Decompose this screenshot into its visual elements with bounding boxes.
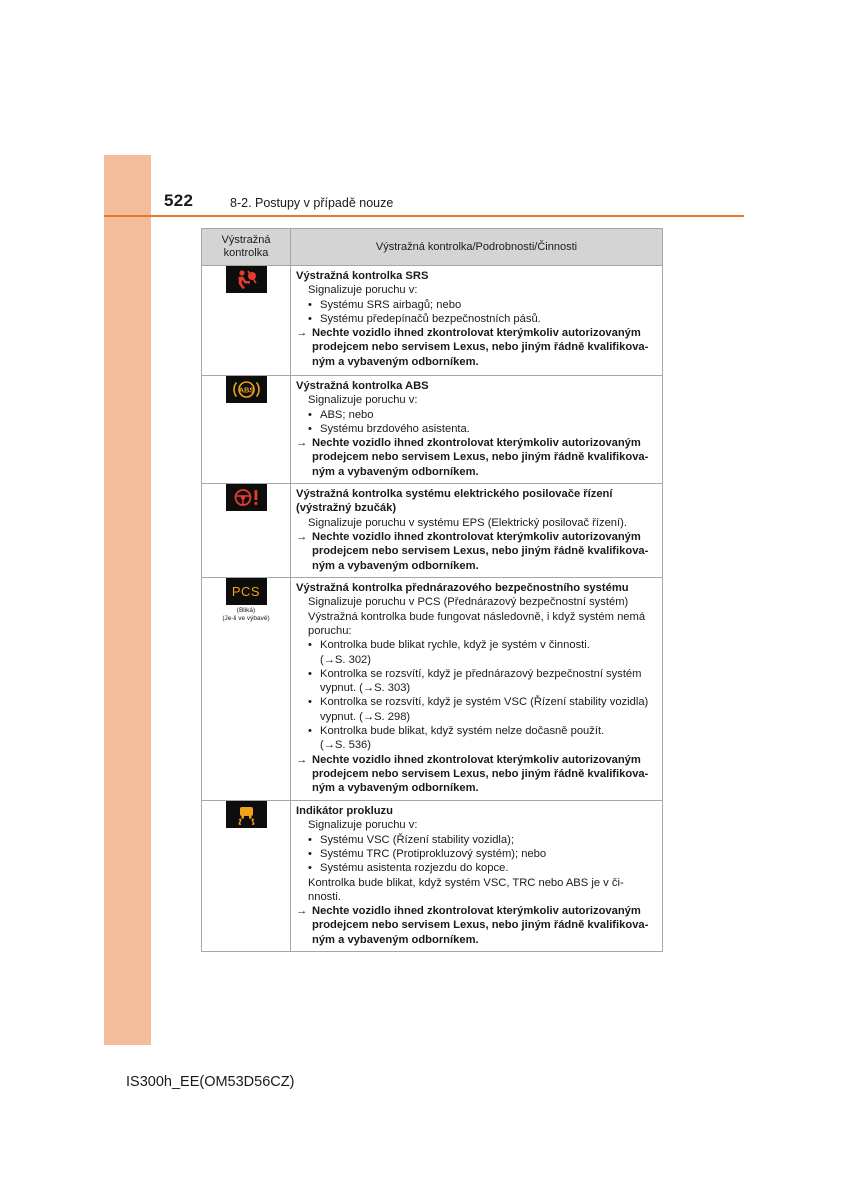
description-line: Signalizuje poruchu v: — [308, 394, 418, 407]
action-line: ným a vybaveným odborníkem. — [312, 355, 479, 368]
warning-light-cell — [202, 484, 291, 578]
action-line: prodejcem nebo servisem Lexus, nebo jiným řádně kvalifikova- — [312, 767, 649, 780]
warning-title: Indikátor prokluzu — [296, 805, 393, 818]
description-line: Signalizuje poruchu v: — [308, 819, 418, 832]
bullet-dot: • — [308, 298, 312, 311]
arrow-icon: → — [296, 437, 308, 450]
bullet-text: Kontrolka se rozsvítí, když je systém VSC (Řízení stability vozidla) — [320, 696, 649, 709]
bullet-item — [296, 724, 658, 738]
bullet-continuation: (→S. 302) — [320, 653, 371, 666]
action-line: ným a vybaveným odborníkem. — [312, 559, 479, 572]
warning-description-cell — [291, 801, 663, 952]
action-line: prodejcem nebo servisem Lexus, nebo jiným řádně kvalifikova- — [312, 545, 649, 558]
column-header-details: Výstražná kontrolka/Podrobnosti/Činnosti — [291, 229, 663, 266]
bullet-dot: • — [308, 667, 312, 680]
description-line: poruchu: — [308, 624, 352, 637]
action-line: ným a vybaveným odborníkem. — [312, 465, 479, 478]
action-line — [296, 904, 658, 918]
action-line: prodejcem nebo servisem Lexus, nebo jiným řádně kvalifikova- — [312, 919, 649, 932]
warning-light-note: (Bliká) — [236, 607, 256, 615]
table-row — [202, 376, 663, 484]
warning-light-note: (Je-li ve výbavě) — [222, 615, 270, 623]
action-line — [296, 753, 658, 767]
action-line: ným a vybaveným odborníkem. — [312, 933, 479, 946]
action-line: prodejcem nebo servisem Lexus, nebo jiným řádně kvalifikova- — [312, 451, 649, 464]
description-line: Signalizuje poruchu v systému EPS (Elektrický posilovač řízení). — [308, 516, 627, 529]
warning-title: Výstražná kontrolka SRS — [296, 270, 429, 282]
bullet-text: Systému TRC (Protiprokluzový systém); nebo — [320, 847, 547, 860]
arrow-icon: → — [296, 905, 308, 918]
pcs-warning-icon: PCS — [226, 578, 267, 605]
description-line: Kontrolka bude blikat, když systém VSC, TRC nebo ABS je v či- — [308, 876, 624, 889]
header-rule — [104, 215, 744, 217]
bullet-item — [296, 422, 658, 436]
slip-indicator-icon — [226, 801, 267, 828]
table-row — [202, 484, 663, 578]
arrow-icon: → — [296, 530, 308, 543]
bullet-item — [296, 298, 658, 312]
bullet-text: Kontrolka se rozsvítí, když je přednárazový bezpečnostní systém — [320, 667, 642, 680]
bullet-dot: • — [308, 696, 312, 709]
action-line — [296, 530, 658, 544]
warning-description-cell — [291, 484, 663, 578]
action-text: Nechte vozidlo ihned zkontrolovat kterýmkoliv autorizovaným — [312, 753, 641, 766]
column-header-light: Výstražná kontrolka — [202, 229, 291, 266]
description-line: nnosti. — [308, 890, 341, 903]
warning-light-cell — [202, 801, 291, 952]
warning-description-cell — [291, 376, 663, 484]
warning-title: Výstražná kontrolka ABS — [296, 380, 429, 392]
warning-title: Výstražná kontrolka přednárazového bezpečnostního systému — [296, 582, 629, 595]
table-row — [202, 578, 663, 801]
description-line: Signalizuje poruchu v: — [308, 284, 418, 297]
warning-lights-table — [201, 228, 663, 952]
bullet-text: Systému předepínačů bezpečnostních pásů. — [320, 312, 541, 325]
warning-light-cell — [202, 266, 291, 376]
bullet-item — [296, 312, 658, 326]
table-header-row — [202, 229, 663, 266]
bullet-text: Kontrolka bude blikat, když systém nelze dočasně použít. — [320, 725, 605, 738]
action-line — [296, 326, 658, 340]
bullet-dot: • — [308, 422, 312, 435]
bullet-item — [296, 833, 658, 847]
bullet-item — [296, 695, 658, 709]
bullet-dot: • — [308, 408, 312, 421]
bullet-text: Systému SRS airbagů; nebo — [320, 298, 462, 311]
manual-code: IS300h_EE(OM53D56CZ) — [126, 1074, 295, 1090]
bullet-continuation: vypnut. (→S. 298) — [320, 710, 411, 723]
bullet-item — [296, 408, 658, 422]
table-row — [202, 801, 663, 952]
action-text: Nechte vozidlo ihned zkontrolovat kterýmkoliv autorizovaným — [312, 530, 641, 543]
action-line: prodejcem nebo servisem Lexus, nebo jiným řádně kvalifikova- — [312, 341, 649, 354]
bullet-item — [296, 638, 658, 652]
warning-title: Výstražná kontrolka systému elektrického posilovače řízení (výstražný bzučák) — [296, 488, 613, 515]
power-steering-warning-icon — [226, 484, 267, 511]
page-number: 522 — [164, 191, 194, 210]
section-title: 8-2. Postupy v případě nouze — [230, 196, 394, 210]
warning-light-cell — [202, 578, 291, 801]
warning-light-notes — [202, 607, 290, 623]
abs-warning-icon — [226, 376, 267, 403]
bullet-dot: • — [308, 312, 312, 325]
action-line — [296, 436, 658, 450]
bullet-text: ABS; nebo — [320, 408, 374, 421]
bullet-dot: • — [308, 725, 312, 738]
description-line: Signalizuje poruchu v PCS (Přednárazový bezpečnostní systém) — [308, 596, 629, 609]
action-text: Nechte vozidlo ihned zkontrolovat kterýmkoliv autorizovaným — [312, 905, 641, 918]
bullet-dot: • — [308, 833, 312, 846]
bullet-text: Systému brzdového asistenta. — [320, 422, 470, 435]
arrow-icon: → — [296, 753, 308, 766]
action-line: ným a vybaveným odborníkem. — [312, 782, 479, 795]
action-text: Nechte vozidlo ihned zkontrolovat kterýmkoliv autorizovaným — [312, 437, 641, 450]
description-line: Výstražná kontrolka bude fungovat následovně, i když systém nemá — [308, 610, 646, 623]
bullet-dot: • — [308, 862, 312, 875]
bullet-continuation: vypnut. (→S. 303) — [320, 682, 411, 695]
bullet-text: Kontrolka bude blikat rychle, když je systém v činnosti. — [320, 639, 590, 652]
table-row — [202, 266, 663, 376]
chapter-tab — [104, 155, 151, 1045]
arrow-icon: → — [296, 327, 308, 340]
bullet-text: Systému VSC (Řízení stability vozidla); — [320, 833, 514, 846]
action-text: Nechte vozidlo ihned zkontrolovat kterýmkoliv autorizovaným — [312, 327, 641, 340]
bullet-item — [296, 861, 658, 875]
bullet-dot: • — [308, 639, 312, 652]
svg-text:ABS: ABS — [238, 385, 254, 395]
warning-description-cell — [291, 266, 663, 376]
bullet-continuation: (→S. 536) — [320, 739, 371, 752]
bullet-item — [296, 847, 658, 861]
bullet-item — [296, 667, 658, 681]
airbag-warning-icon — [226, 266, 267, 293]
bullet-text: Systému asistenta rozjezdu do kopce. — [320, 862, 509, 875]
bullet-dot: • — [308, 847, 312, 860]
warning-light-cell — [202, 376, 291, 484]
warning-description-cell — [291, 578, 663, 801]
